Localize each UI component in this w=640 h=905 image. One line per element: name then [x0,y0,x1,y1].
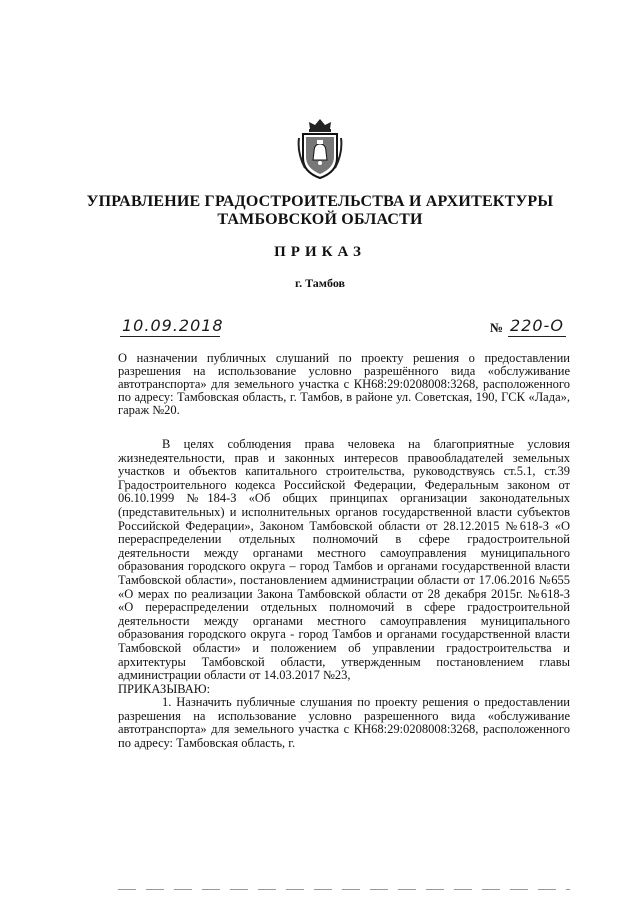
coat-of-arms-icon [296,118,344,180]
preamble-paragraph: В целях соблюдения права человека на благоприятные условия жизнедеятельности, прав и законных интересов правообладателей земельных участков и объектов капитального строительства, руководствуясь ст.5.1, ст.39 Градостроительного кодекса Российской Федерации, Федеральным законом от 06.10.1999 №184-З «Об общих принципах организации законодательных (представительных) и исполнительных органов государственной власти субъектов Российской Федерации», Законом Тамбовской области от 28.12.2015 №618-З «О перераспределении отдельных полномочий в сфере градостроительной деятельности между органами местного самоуправления муниципального образования городского округа – город Тамбов и органами государственной власти Тамбовской области», постановлением администрации области от 17.06.2016 №655 «О мерах по реализации Закона Тамбовской области от 28 декабря 2015г. №618-З «О перераспределении отдельных полномочий в сфере градостроительной деятельности между органами местного самоуправления муниципального образования городского округа - город Тамбов и органами государственной власти Тамбовской области» и положением об управлении градостроительства и архитектуры Тамбовской области, утвержденным постановлением главы администрации области от 14.03.2017 №23, [118,437,570,683]
organization-name-line2: ТАМБОВСКОЙ ОБЛАСТИ [217,211,423,228]
order-item-1: 1. Назначить публичные слушания по проекту решения о предоставлении разрешения на использование условно разрешенного вида «обслуживание автотранспорта» для земельного участка с КН68:29:0208008:3268, расположенного по адресу: Тамбовская область, г. [118,695,570,751]
page-bottom-rule [118,889,570,890]
order-subject: О назначении публичных слушаний по проекту решения о предоставлении разрешения на использование условно разрешённого вида «обслуживание автотранспорта» для земельного участка с КН68:29:0208008:3268, расположенного по адресу: Тамбовская область, г. Тамбов, в районе ул. Советская, 190, ГСК «Лада», гараж №20. [118,351,570,417]
city-label: г. Тамбов [295,276,345,290]
date-underline [120,336,220,337]
number-label: № [490,320,504,335]
handwritten-number: 220-О [510,316,564,335]
document-type-title: ПРИКАЗ [274,244,366,260]
handwritten-date: 10.09.2018 [122,316,224,335]
number-underline [508,336,566,337]
organization-name-line1: УПРАВЛЕНИЕ ГРАДОСТРОИТЕЛЬСТВА И АРХИТЕКТУРЫ [86,193,554,210]
order-word: ПРИКАЗЫВАЮ: [118,681,211,696]
order-body [118,438,570,751]
